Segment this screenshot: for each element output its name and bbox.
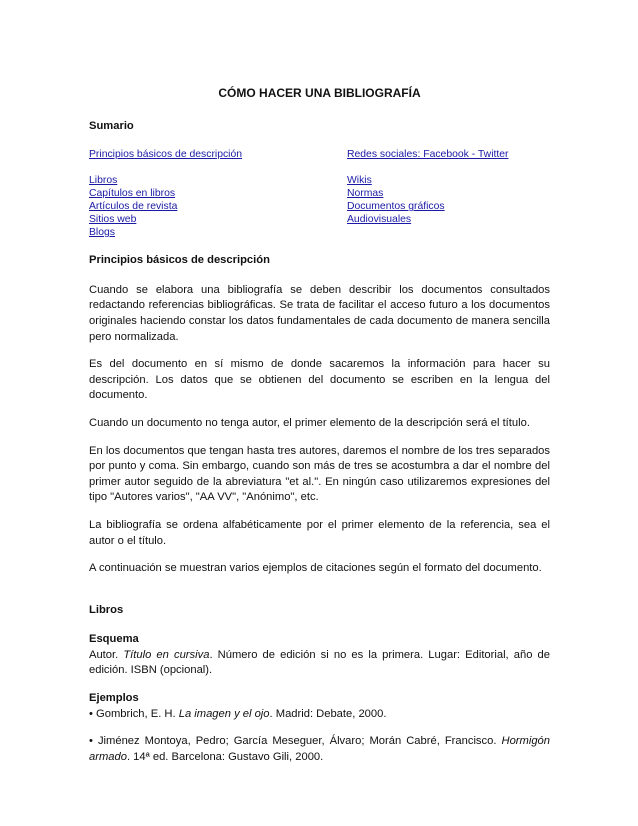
example-1 [89,707,550,723]
section-heading-libros: Libros [89,603,124,616]
scheme-label: Esquema [89,633,139,646]
example-2-part-italic: Hormigón armado [89,735,550,763]
toc-link-documentos-graficos[interactable]: Documentos gráficos [347,201,445,213]
paragraph-5: La bibliografía se ordena alfabéticamente por el primer elemento de la referencia, sea el autor o el título. [89,518,550,547]
example-1-part-a: • Gombrich, E. H. [89,707,179,720]
paragraph-1: Cuando se elabora una bibliografía se deben describir los documentos consultados redactando referencias bibliográficas. Se trata de facilitar el acceso futuro a los documentos originales haciendo constar los datos fundamentales de cada documento de manera sencilla pero normalizada. [89,283,550,343]
table-of-contents [89,148,550,239]
paragraph-2: Es del documento en sí mismo de donde sacaremos la información para hacer su descripción. Los datos que se obtienen del documento se escriben en la lengua del documento. [89,358,550,402]
toc-link-principios[interactable]: Principios básicos de descripción [89,149,243,161]
toc-link-blogs[interactable]: Blogs [89,227,115,239]
scheme-text [89,648,550,679]
examples-label: Ejemplos [89,692,139,705]
toc-link-wikis[interactable]: Wikis [347,175,372,187]
document-content [89,86,550,777]
toc-link-redes-sociales[interactable]: Redes sociales: Facebook - Twitter [347,149,509,161]
summary-label: Sumario [89,119,134,132]
toc-link-sitios-web[interactable]: Sitios web [89,214,137,226]
toc-link-articulos[interactable]: Artículos de revista [89,201,178,213]
example-1-part-italic: La imagen y el ojo [178,707,270,720]
toc-link-capitulos[interactable]: Capítulos en libros [89,188,176,200]
example-1-part-b: . Madrid: Debate, 2000. [269,707,387,720]
example-2 [89,734,550,765]
toc-link-audiovisuales[interactable]: Audiovisuales [347,214,412,226]
example-2-part-b: . 14ª ed. Barcelona: Gustavo Gili, 2000. [126,750,324,763]
toc-link-libros[interactable]: Libros [89,175,118,187]
paragraph-6: A continuación se muestran varios ejemplos de citaciones según el formato del documento. [89,562,542,575]
section-heading-principios: Principios básicos de descripción [89,254,270,267]
toc-link-normas[interactable]: Normas [347,188,384,200]
toc-right-column [347,148,550,239]
example-2-part-a: • Jiménez Montoya, Pedro; García Meseguer, Álvaro; Morán Cabré, Francisco. [89,735,502,748]
scheme-part-a: Autor. [89,648,124,661]
scheme-part-italic: Título en cursiva [123,648,210,661]
page-title: CÓMO HACER UNA BIBLIOGRAFÍA [218,86,421,100]
paragraph-3: Cuando un documento no tenga autor, el primer elemento de la descripción será el título. [89,416,530,429]
paragraph-4: En los documentos que tengan hasta tres autores, daremos el nombre de los tres separados por punto y coma. Sin embargo, cuando son más de tres se acostumbra a dar el nombre del primer autor seguido de la abreviatura "et al.". En ningún caso utilizaremos expresiones del tipo "Autores varios", "AA VV", "Anónimo", etc. [89,444,550,504]
scheme-part-b: . Número de edición si no es la primera. Lugar: Editorial, año de edición. ISBN (opcional). [89,648,551,677]
toc-left-column [89,148,347,239]
